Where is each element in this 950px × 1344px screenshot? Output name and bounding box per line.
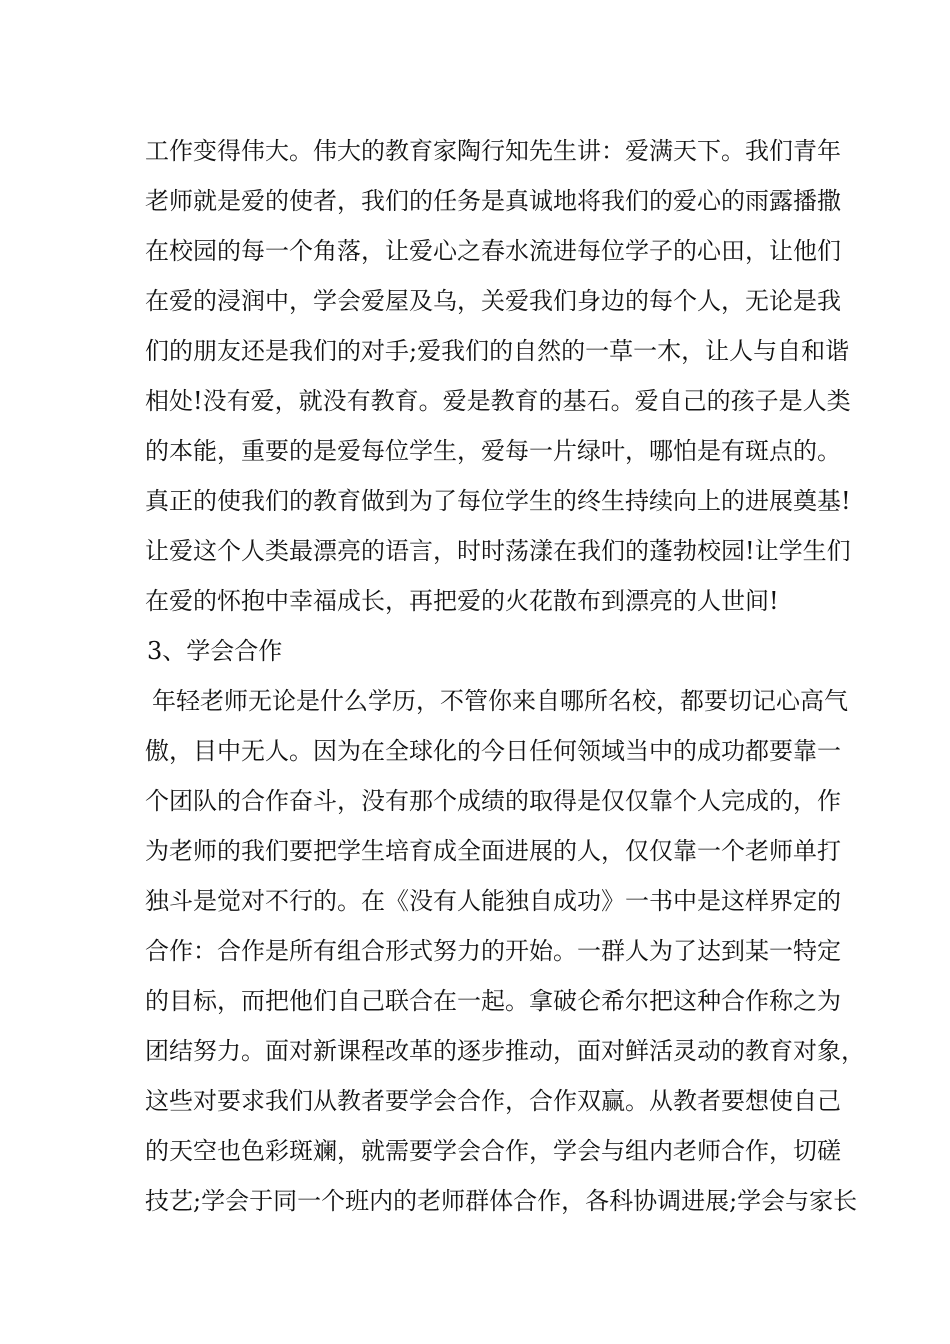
text-line: 的本能，重要的是爱每位学生，爱每一片绿叶，哪怕是有斑点的。	[145, 437, 841, 465]
text-line: 合作：合作是所有组合形式努力的开始。一群人为了达到某一特定	[145, 937, 841, 965]
text-line: 独斗是觉对不行的。在《没有人能独自成功》一书中是这样界定的	[145, 887, 841, 915]
text-line: 们的朋友还是我们的对手;爱我们的自然的一草一木，让人与自和谐	[145, 337, 850, 365]
text-line: 工作变得伟大。伟大的教育家陶行知先生讲：爱满天下。我们青年	[145, 137, 841, 165]
text-line: 团结努力。面对新课程改革的逐步推动，面对鲜活灵动的教育对象，	[145, 1037, 865, 1065]
text-line: 技艺;学会于同一个班内的老师群体合作，各科协调进展;学会与家长	[145, 1187, 858, 1215]
section-heading: 3、学会合作	[147, 637, 283, 665]
text-line: 个团队的合作奋斗，没有那个成绩的取得是仅仅靠个人完成的，作	[145, 787, 841, 815]
text-line: 老师就是爱的使者，我们的任务是真诚地将我们的爱心的雨露播撒	[145, 187, 841, 215]
text-line: 在校园的每一个角落，让爱心之春水流进每位学子的心田，让他们	[145, 237, 841, 265]
text-line: 相处!没有爱，就没有教育。爱是教育的基石。爱自己的孩子是人类	[145, 387, 851, 415]
text-line: 的天空也色彩斑斓，就需要学会合作，学会与组内老师合作，切磋	[145, 1137, 841, 1165]
text-line: 这些对要求我们从教者要学会合作，合作双赢。从教者要想使自己	[145, 1087, 841, 1115]
text-line: 的目标，而把他们自己联合在一起。拿破仑希尔把这种合作称之为	[145, 987, 841, 1015]
text-line: 在爱的浸润中，学会爱屋及乌，关爱我们身边的每个人，无论是我	[145, 287, 841, 315]
text-line: 真正的使我们的教育做到为了每位学生的终生持续向上的进展奠基!	[145, 487, 851, 515]
text-line: 傲，目中无人。因为在全球化的今日任何领域当中的成功都要靠一	[145, 737, 841, 765]
text-line: 年轻老师无论是什么学历，不管你来自哪所名校，都要切记心高气	[152, 687, 848, 715]
text-line: 在爱的怀抱中幸福成长，再把爱的火花散布到漂亮的人世间!	[145, 587, 779, 615]
text-line: 让爱这个人类最漂亮的语言，时时荡漾在我们的蓬勃校园!让学生们	[145, 537, 851, 565]
text-line: 为老师的我们要把学生培育成全面进展的人，仅仅靠一个老师单打	[145, 837, 841, 865]
